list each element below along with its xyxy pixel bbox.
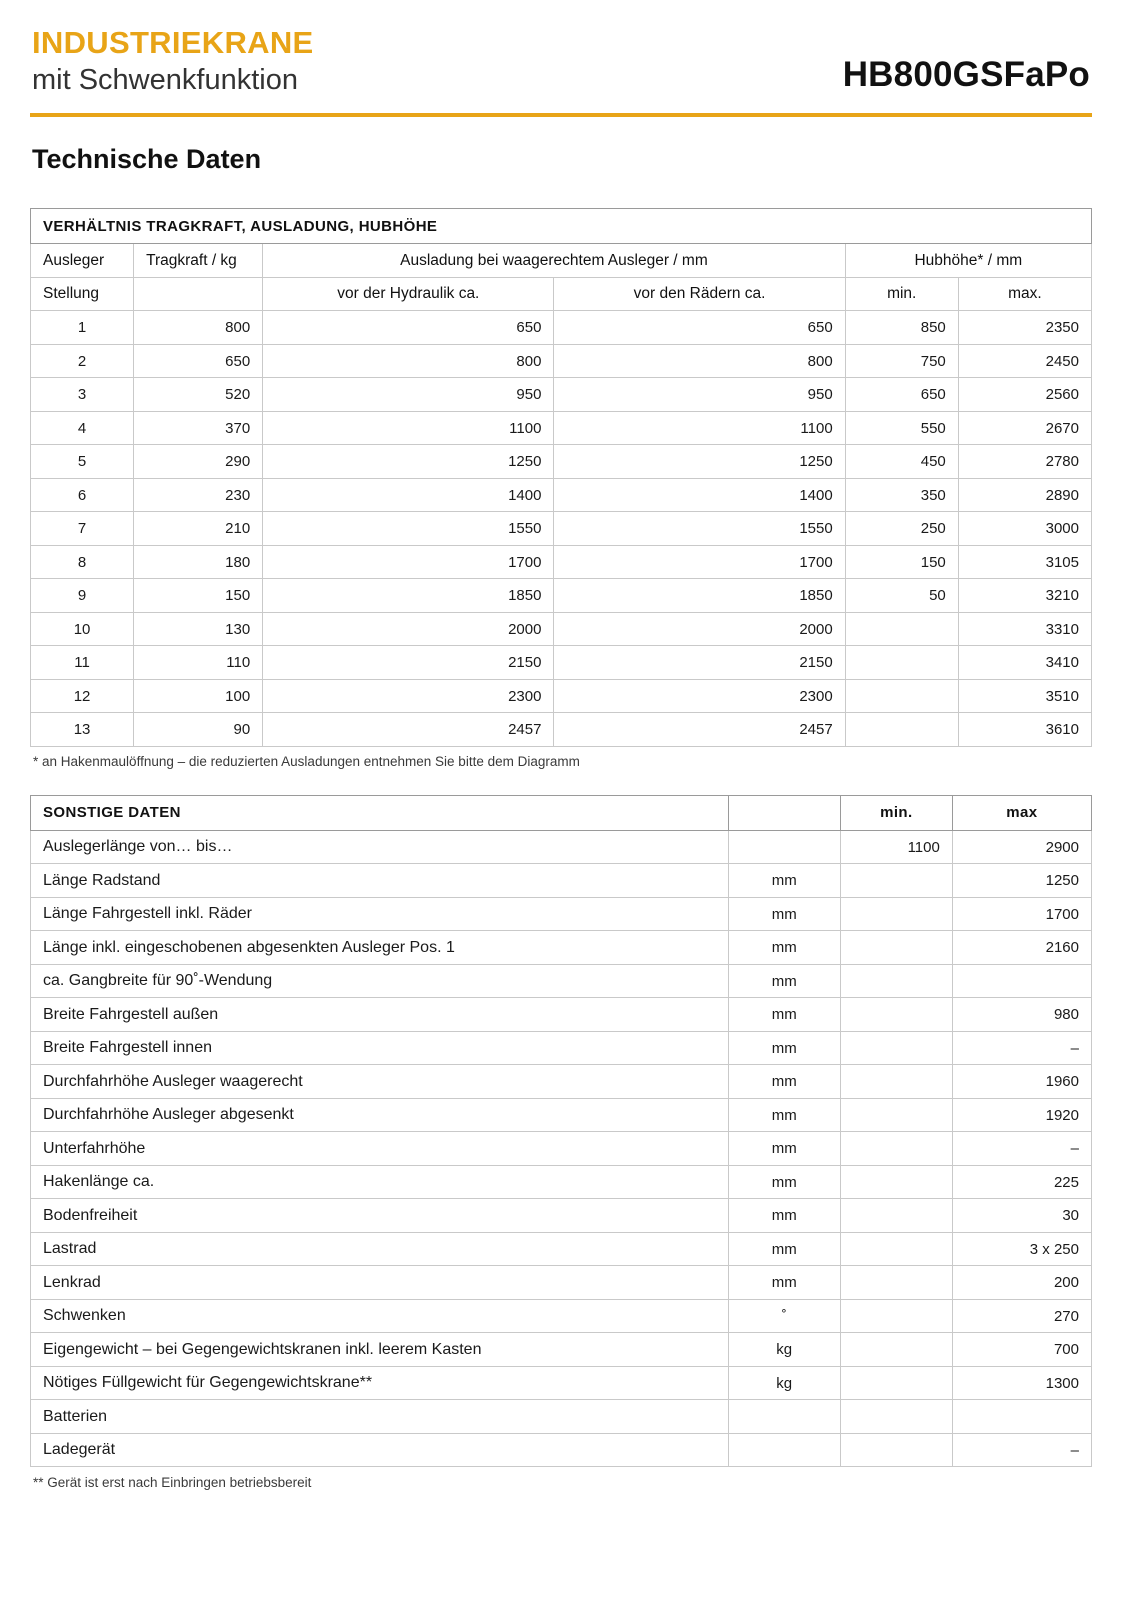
cell-stellung: 12 <box>31 679 134 713</box>
cell-hub-max: 2350 <box>958 311 1091 345</box>
col-header-hub-max: max. <box>958 277 1091 311</box>
list-item <box>31 830 1092 864</box>
cell-hydraulik: 1100 <box>263 411 554 445</box>
cell-unit <box>728 830 840 864</box>
cell-hub-max: 3410 <box>958 646 1091 680</box>
table2-caption-unit <box>728 795 840 830</box>
cell-raeder: 1700 <box>554 545 845 579</box>
cell-stellung: 4 <box>31 411 134 445</box>
cell-hub-min: 850 <box>845 311 958 345</box>
cell-hub-max: 3510 <box>958 679 1091 713</box>
cell-stellung: 1 <box>31 311 134 345</box>
table-row <box>31 311 1092 345</box>
cell-min <box>840 998 952 1032</box>
cell-unit: mm <box>728 864 840 898</box>
table2-caption-min: min. <box>840 795 952 830</box>
cell-label: ca. Gangbreite für 90˚-Wendung <box>31 964 729 998</box>
cell-stellung: 2 <box>31 344 134 378</box>
table-row <box>31 579 1092 613</box>
table-row <box>31 679 1092 713</box>
col-header-stellung: Stellung <box>31 277 134 311</box>
cell-hub-max: 3310 <box>958 612 1091 646</box>
cell-min <box>840 864 952 898</box>
cell-max: 3 x 250 <box>952 1232 1091 1266</box>
table1-caption: VERHÄLTNIS TRAGKRAFT, AUSLADUNG, HUBHÖHE <box>31 209 1092 244</box>
cell-min <box>840 1266 952 1300</box>
cell-label: Durchfahrhöhe Ausleger abgesenkt <box>31 1098 729 1132</box>
cell-max: – <box>952 1031 1091 1065</box>
cell-max: 980 <box>952 998 1091 1032</box>
cell-min <box>840 1232 952 1266</box>
brand-subtitle: mit Schwenkfunktion <box>32 64 298 97</box>
col-header-blank <box>134 277 263 311</box>
cell-stellung: 10 <box>31 612 134 646</box>
cell-raeder: 1400 <box>554 478 845 512</box>
cell-min <box>840 1132 952 1166</box>
cell-hub-max: 2560 <box>958 378 1091 412</box>
cell-tragkraft: 150 <box>134 579 263 613</box>
cell-hub-max: 3105 <box>958 545 1091 579</box>
cell-hub-min: 550 <box>845 411 958 445</box>
table-sonstige-daten <box>30 795 1092 1468</box>
cell-hydraulik: 2150 <box>263 646 554 680</box>
table-row <box>31 646 1092 680</box>
model-code: HB800GSFaPo <box>842 55 1090 95</box>
cell-hub-min <box>845 612 958 646</box>
cell-hub-min: 50 <box>845 579 958 613</box>
cell-stellung: 11 <box>31 646 134 680</box>
cell-stellung: 7 <box>31 512 134 546</box>
cell-tragkraft: 230 <box>134 478 263 512</box>
cell-max: – <box>952 1433 1091 1467</box>
cell-raeder: 2150 <box>554 646 845 680</box>
table2-caption-row <box>31 795 1092 830</box>
cell-unit: mm <box>728 1065 840 1099</box>
page-header <box>30 26 1092 97</box>
table1-header-row-2 <box>31 277 1092 311</box>
cell-hydraulik: 1250 <box>263 445 554 479</box>
header-brand <box>32 26 314 97</box>
list-item <box>31 897 1092 931</box>
cell-min <box>840 1366 952 1400</box>
table2-caption: SONSTIGE DATEN <box>31 795 729 830</box>
col-header-ausladung: Ausladung bei waagerechtem Ausleger / mm <box>263 244 846 278</box>
cell-max <box>952 964 1091 998</box>
cell-unit: mm <box>728 1132 840 1166</box>
list-item <box>31 1232 1092 1266</box>
cell-label: Unterfahrhöhe <box>31 1132 729 1166</box>
cell-raeder: 2000 <box>554 612 845 646</box>
list-item <box>31 931 1092 965</box>
cell-min <box>840 897 952 931</box>
cell-unit: mm <box>728 1266 840 1300</box>
cell-stellung: 5 <box>31 445 134 479</box>
brand-title: INDUSTRIEKRANE <box>32 25 314 60</box>
cell-tragkraft: 650 <box>134 344 263 378</box>
cell-stellung: 9 <box>31 579 134 613</box>
list-item <box>31 1065 1092 1099</box>
cell-hydraulik: 2000 <box>263 612 554 646</box>
cell-tragkraft: 110 <box>134 646 263 680</box>
table-row <box>31 445 1092 479</box>
cell-min <box>840 1165 952 1199</box>
cell-hub-max: 2780 <box>958 445 1091 479</box>
cell-unit: mm <box>728 1031 840 1065</box>
cell-stellung: 13 <box>31 713 134 747</box>
col-header-vor-hydraulik: vor der Hydraulik ca. <box>263 277 554 311</box>
cell-hydraulik: 2300 <box>263 679 554 713</box>
cell-max <box>952 1400 1091 1434</box>
cell-stellung: 8 <box>31 545 134 579</box>
cell-min: 1100 <box>840 830 952 864</box>
list-item <box>31 1433 1092 1467</box>
table-row <box>31 612 1092 646</box>
cell-unit: kg <box>728 1366 840 1400</box>
cell-max: 225 <box>952 1165 1091 1199</box>
cell-label: Nötiges Füllgewicht für Gegengewichtskrane** <box>31 1366 729 1400</box>
table1-footnote: * an Hakenmaulöffnung – die reduzierten Ausladungen entnehmen Sie bitte dem Diagramm <box>33 753 580 769</box>
cell-max: 700 <box>952 1333 1091 1367</box>
table-row <box>31 378 1092 412</box>
list-item <box>31 1031 1092 1065</box>
cell-unit <box>728 1433 840 1467</box>
table2-footnote: ** Gerät ist erst nach Einbringen betriebsbereit <box>33 1475 312 1491</box>
cell-tragkraft: 90 <box>134 713 263 747</box>
cell-hub-max: 2890 <box>958 478 1091 512</box>
list-item <box>31 1199 1092 1233</box>
cell-unit: kg <box>728 1333 840 1367</box>
cell-label: Länge Fahrgestell inkl. Räder <box>31 897 729 931</box>
cell-hub-max: 3210 <box>958 579 1091 613</box>
col-header-vor-raedern: vor den Rädern ca. <box>554 277 845 311</box>
cell-hub-min: 350 <box>845 478 958 512</box>
cell-max: 1920 <box>952 1098 1091 1132</box>
cell-min <box>840 1031 952 1065</box>
list-item <box>31 1266 1092 1300</box>
cell-tragkraft: 210 <box>134 512 263 546</box>
cell-label: Lastrad <box>31 1232 729 1266</box>
cell-max: 30 <box>952 1199 1091 1233</box>
cell-raeder: 950 <box>554 378 845 412</box>
accent-divider <box>30 113 1092 117</box>
cell-label: Eigengewicht – bei Gegengewichtskranen inkl. leerem Kasten <box>31 1333 729 1367</box>
cell-hydraulik: 1850 <box>263 579 554 613</box>
cell-min <box>840 1433 952 1467</box>
cell-label: Schwenken <box>31 1299 729 1333</box>
cell-min <box>840 1400 952 1434</box>
table-row <box>31 411 1092 445</box>
cell-label: Breite Fahrgestell innen <box>31 1031 729 1065</box>
cell-raeder: 1550 <box>554 512 845 546</box>
cell-hub-max: 3000 <box>958 512 1091 546</box>
list-item <box>31 1132 1092 1166</box>
cell-hub-min <box>845 646 958 680</box>
cell-unit: mm <box>728 897 840 931</box>
table-caption-row <box>31 209 1092 244</box>
cell-tragkraft: 290 <box>134 445 263 479</box>
table2-caption-max: max <box>952 795 1091 830</box>
page-title: Technische Daten <box>32 144 262 175</box>
cell-label: Lenkrad <box>31 1266 729 1300</box>
cell-stellung: 3 <box>31 378 134 412</box>
cell-unit: mm <box>728 1232 840 1266</box>
cell-raeder: 1100 <box>554 411 845 445</box>
cell-hydraulik: 650 <box>263 311 554 345</box>
table-tragkraft <box>30 208 1092 747</box>
cell-max: 2900 <box>952 830 1091 864</box>
cell-label: Ladegerät <box>31 1433 729 1467</box>
cell-raeder: 800 <box>554 344 845 378</box>
table-row <box>31 713 1092 747</box>
cell-max: 1300 <box>952 1366 1091 1400</box>
cell-hub-min: 650 <box>845 378 958 412</box>
table1-header-row-1 <box>31 244 1092 278</box>
list-item <box>31 1333 1092 1367</box>
cell-raeder: 2457 <box>554 713 845 747</box>
cell-label: Bodenfreiheit <box>31 1199 729 1233</box>
cell-tragkraft: 370 <box>134 411 263 445</box>
cell-label: Auslegerlänge von… bis… <box>31 830 729 864</box>
cell-label: Hakenlänge ca. <box>31 1165 729 1199</box>
list-item <box>31 1165 1092 1199</box>
table-row <box>31 545 1092 579</box>
cell-raeder: 1250 <box>554 445 845 479</box>
list-item <box>31 998 1092 1032</box>
cell-label: Batterien <box>31 1400 729 1434</box>
cell-stellung: 6 <box>31 478 134 512</box>
cell-hub-max: 2670 <box>958 411 1091 445</box>
cell-min <box>840 964 952 998</box>
cell-label: Durchfahrhöhe Ausleger waagerecht <box>31 1065 729 1099</box>
cell-min <box>840 931 952 965</box>
cell-label: Länge inkl. eingeschobenen abgesenkten Ausleger Pos. 1 <box>31 931 729 965</box>
cell-hub-min: 450 <box>845 445 958 479</box>
table-sonstige-wrapper <box>30 795 1092 1491</box>
cell-tragkraft: 800 <box>134 311 263 345</box>
cell-hydraulik: 1700 <box>263 545 554 579</box>
list-item <box>31 1299 1092 1333</box>
cell-hub-min: 250 <box>845 512 958 546</box>
cell-unit <box>728 1400 840 1434</box>
cell-unit: ˚ <box>728 1299 840 1333</box>
cell-unit: mm <box>728 931 840 965</box>
cell-hydraulik: 1400 <box>263 478 554 512</box>
cell-hydraulik: 950 <box>263 378 554 412</box>
cell-min <box>840 1098 952 1132</box>
cell-raeder: 1850 <box>554 579 845 613</box>
list-item <box>31 1400 1092 1434</box>
cell-max: 2160 <box>952 931 1091 965</box>
cell-max: 270 <box>952 1299 1091 1333</box>
cell-max: 1250 <box>952 864 1091 898</box>
list-item <box>31 964 1092 998</box>
cell-unit: mm <box>728 1098 840 1132</box>
cell-hub-min <box>845 679 958 713</box>
cell-max: 200 <box>952 1266 1091 1300</box>
cell-min <box>840 1299 952 1333</box>
cell-hub-max: 2450 <box>958 344 1091 378</box>
cell-unit: mm <box>728 964 840 998</box>
table-row <box>31 478 1092 512</box>
table-tragkraft-wrapper <box>30 208 1092 769</box>
cell-tragkraft: 520 <box>134 378 263 412</box>
cell-raeder: 650 <box>554 311 845 345</box>
table-row <box>31 344 1092 378</box>
cell-max: – <box>952 1132 1091 1166</box>
table-row <box>31 512 1092 546</box>
cell-unit: mm <box>728 1199 840 1233</box>
cell-hub-max: 3610 <box>958 713 1091 747</box>
cell-max: 1960 <box>952 1065 1091 1099</box>
cell-min <box>840 1199 952 1233</box>
cell-hydraulik: 2457 <box>263 713 554 747</box>
col-header-hub-min: min. <box>845 277 958 311</box>
cell-raeder: 2300 <box>554 679 845 713</box>
cell-tragkraft: 130 <box>134 612 263 646</box>
col-header-ausleger: Ausleger <box>31 244 134 278</box>
cell-hub-min: 150 <box>845 545 958 579</box>
list-item <box>31 1366 1092 1400</box>
cell-label: Länge Radstand <box>31 864 729 898</box>
cell-label: Breite Fahrgestell außen <box>31 998 729 1032</box>
list-item <box>31 864 1092 898</box>
cell-max: 1700 <box>952 897 1091 931</box>
cell-unit: mm <box>728 1165 840 1199</box>
cell-tragkraft: 100 <box>134 679 263 713</box>
cell-hydraulik: 1550 <box>263 512 554 546</box>
cell-unit: mm <box>728 998 840 1032</box>
list-item <box>31 1098 1092 1132</box>
cell-hydraulik: 800 <box>263 344 554 378</box>
cell-hub-min <box>845 713 958 747</box>
col-header-hubhoehe: Hubhöhe* / mm <box>845 244 1091 278</box>
cell-tragkraft: 180 <box>134 545 263 579</box>
col-header-tragkraft: Tragkraft / kg <box>134 244 263 278</box>
cell-min <box>840 1065 952 1099</box>
cell-hub-min: 750 <box>845 344 958 378</box>
cell-min <box>840 1333 952 1367</box>
